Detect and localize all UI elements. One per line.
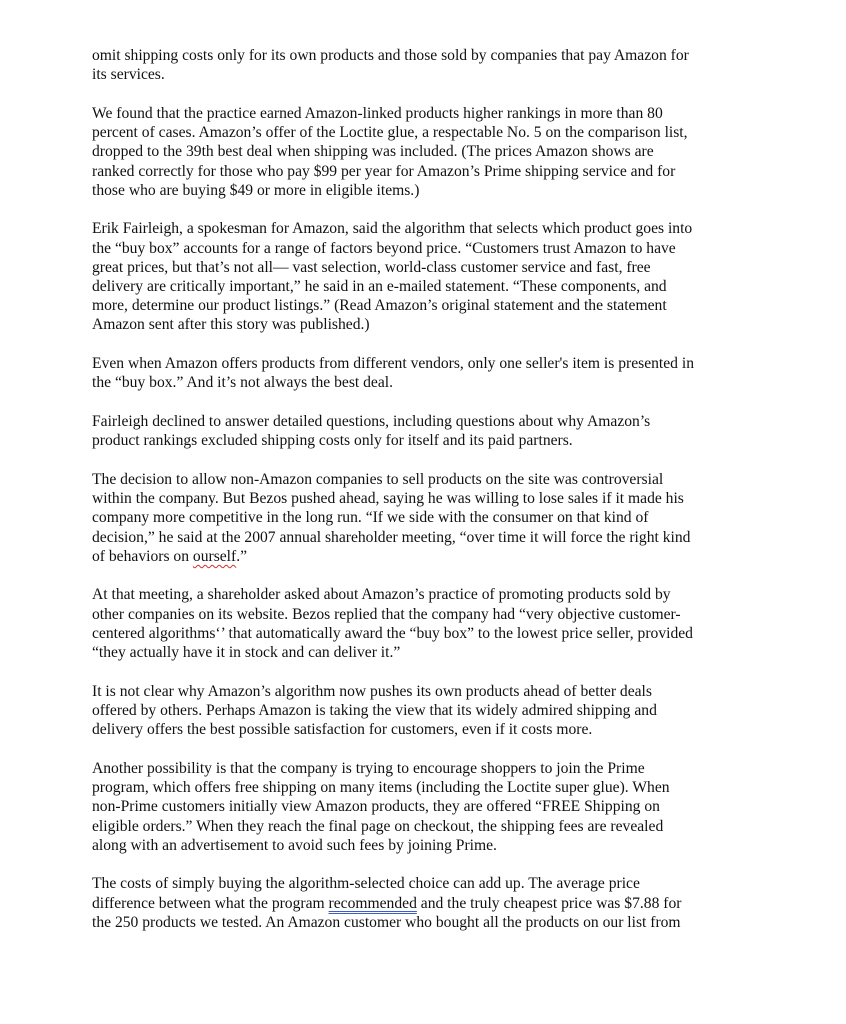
paragraph-6-text-after: .”	[236, 547, 248, 565]
paragraph-1: omit shipping costs only for its own products and those sold by companies that pay Amazon for its services.	[92, 47, 689, 84]
paragraph-6-text-before: The decision to allow non-Amazon companies to sell products on the site was controversial within the company. But Bezos pushed ahead, saying he was willing to lose sales if it made his company more competitive in the long run. “If we side with the consumer on that kind of decision,” he said at the 2007 annual shareholder meeting, “over time it will force the right kind of behaviors on	[92, 470, 691, 565]
paragraph-8: It is not clear why Amazon’s algorithm now pushes its own products ahead of better deals offered by others. Perhaps Amazon is taking the view that its widely admired shipping and delivery offers the best possible satisfaction for customers, even if it costs more.	[92, 682, 657, 739]
grammar-flagged-word[interactable]: recommended	[328, 894, 417, 912]
paragraph-3: Erik Fairleigh, a spokesman for Amazon, said the algorithm that selects which product goes into the “buy box” accounts for a range of factors beyond price. “Customers trust Amazon to have great prices, but that’s not all— vast selection, world-class customer service and fast, free delivery are critically important,” he said in an e-mailed statement. “These components, and more, determine our product listings.” (Read Amazon’s original statement and the statement Amazon sent after this story was published.)	[92, 220, 693, 334]
document-page	[92, 46, 752, 952]
paragraph-5: Fairleigh declined to answer detailed questions, including questions about why Amazon’s product rankings excluded shipping costs only for itself and its paid partners.	[92, 413, 651, 450]
paragraph-10-text-after: and the truly cheapest price was $7.88 for the 250 products we tested. An Amazon customer who bought all the products on our list from	[92, 894, 682, 931]
paragraph-10	[92, 874, 752, 932]
paragraph-6	[92, 470, 752, 566]
paragraph-7: At that meeting, a shareholder asked about Amazon’s practice of promoting products sold by other companies on its website. Bezos replied that the company had “very objective customer- centered algorithms‘’ that automatically award the “buy box” to the lowest price seller, provided “they actually have it in stock and can deliver it.”	[92, 586, 693, 662]
paragraph-2: We found that the practice earned Amazon-linked products higher rankings in more than 80 percent of cases. Amazon’s offer of the Loctite glue, a respectable No. 5 on the comparison list, dropped to the 39th best deal when shipping was included. (The prices Amazon shows are ranked correctly for those who pay $99 per year for Amazon’s Prime shipping service and for those who are buying $49 or more in eligible items.)	[92, 104, 688, 199]
spelling-flagged-word[interactable]: ourself	[192, 547, 237, 565]
paragraph-9: Another possibility is that the company is trying to encourage shoppers to join the Prime program, which offers free shipping on many items (including the Loctite super glue). When non-Prime customers initially view Amazon products, they are offered “FREE Shipping on eligible orders.” When they reach the final page on checkout, the shipping fees are revealed along with an advertisement to avoid such fees by joining Prime.	[92, 759, 670, 854]
paragraph-4: Even when Amazon offers products from different vendors, only one seller's item is presented in the “buy box.” And it’s not always the best deal.	[92, 355, 695, 392]
paragraph-10-text-before: The costs of simply buying the algorithm-selected choice can add up. The average price difference between what the program	[92, 875, 640, 912]
